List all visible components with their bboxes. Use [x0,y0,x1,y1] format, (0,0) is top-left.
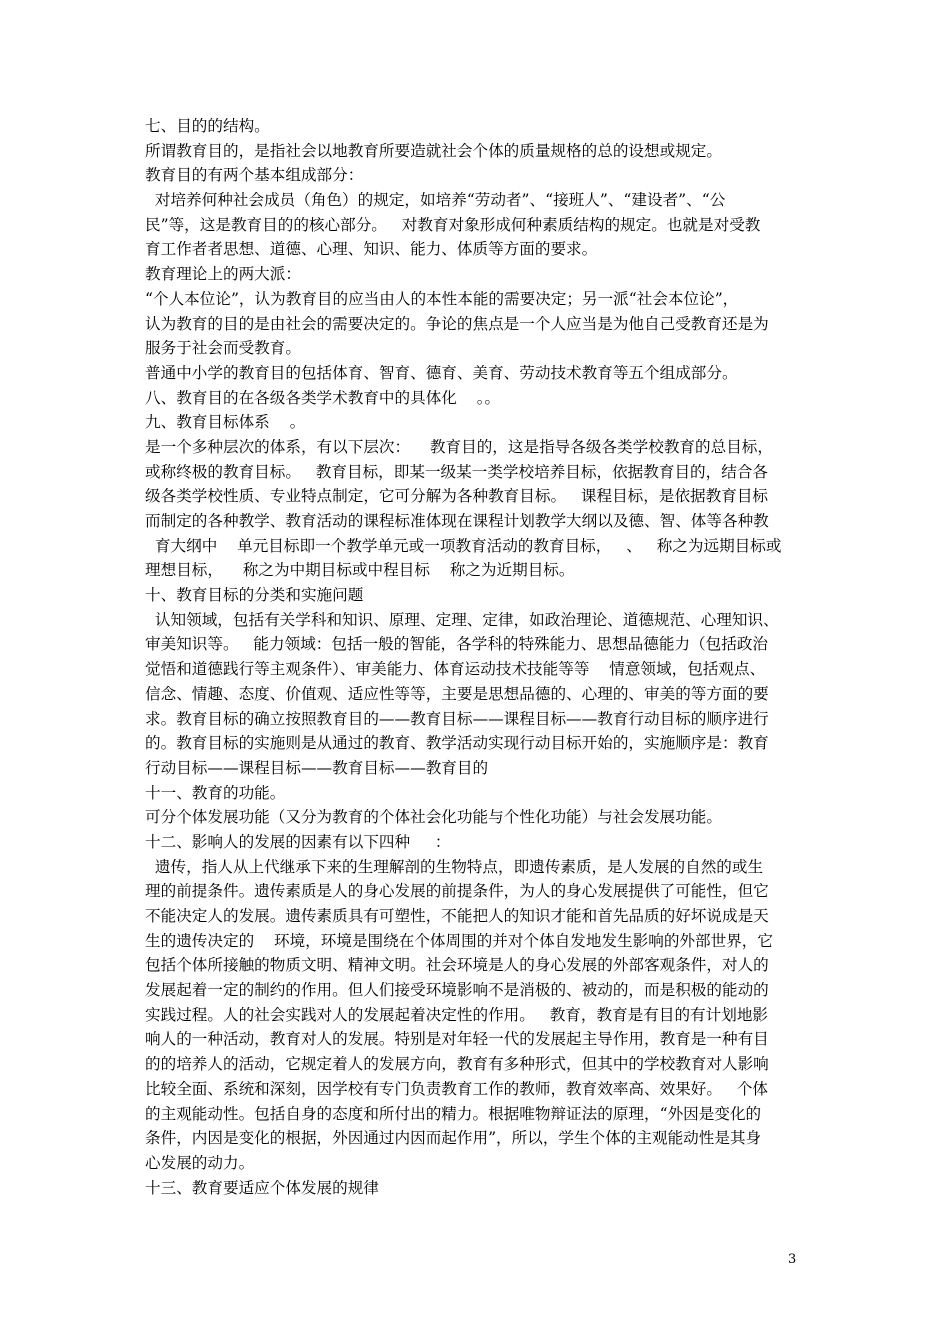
text-line: 求。教育目标的确立按照教育目的——教育目标——课程目标——教育行动目标的顺序进行 [145,709,769,728]
text-line: 不能决定人的发展。遗传素质具有可塑性，不能把人的知识才能和首先品质的好坏说成是天 [145,907,769,925]
text-line: 的。教育目标的实施则是从通过的教育、教学活动实现行动目标开始的，实施顺序是：教育 [145,734,769,753]
text-line: 或称终极的教育目标。 教育目标，即某一级某一类学校培养目标，依据教育目的，结合各 [145,462,769,481]
text-line: 的主观能动性。包括自身的态度和所付出的精力。根据唯物辩证法的原理，“外因是变化的 [145,1104,762,1123]
text-line: 十、教育目标的分类和实施问题 [145,586,364,605]
text-line: 遗传，指人从上代继承下来的生理解剖的生物特点，即遗传素质，是人发展的自然的或生 [145,857,764,876]
text-line: 理想目标， 称之为中期目标或中程目标 称之为近期目标。 [145,561,575,580]
text-line: 而制定的各种教学、教育活动的课程标准体现在课程计划教学大纲以及德、智、体等各种教 [145,512,769,530]
text-line: 八、教育目的在各级各类学术教育中的具体化 。。 [145,388,501,407]
text-line: 十一、教育的功能。 [145,783,286,802]
text-line: 十三、教育要适应个体发展的规律 [145,1178,379,1197]
text-line: 普通中小学的教育目的包括体育、智育、德育、美育、劳动技术教育等五个组成部分。 [145,363,738,382]
text-line: 是一个多种层次的体系，有以下层次： 教育目的，这是指导各级各类学校教育的总目标， [145,437,773,456]
text-line: “个人本位论”，认为教育目的应当由人的本性本能的需要决定；另一派“社会本位论”， [145,289,739,308]
text-line: 服务于社会而受教育。 [145,339,301,358]
text-line: 对培养何种社会成员（角色）的规定，如培养“劳动者”、“接班人”、“建设者”、“公 [145,191,726,210]
text-line: 认知领域，包括有关学科和知识、原理、定理、定律，如政治理论、道德规范、心理知识、 [145,610,779,629]
text-line: 教育理论上的两大派： [145,265,301,284]
text-line: 育大纲中 单元目标即一个教学单元或一项教育活动的教育目标， 、 称之为远期目标或 [145,536,782,555]
text-line: 比较全面、系统和深刻，因学校有专门负责教育工作的教师，教育效率高、效果好。 个体 [145,1079,769,1098]
text-line: 心发展的动力。 [145,1153,255,1172]
text-line: 认为教育的目的是由社会的需要决定的。争论的焦点是一个人应当是为他自己受教育还是为 [145,314,769,333]
text-line: 九、教育目标体系 。 [145,413,306,432]
text-line: 实践过程。人的社会实践对人的发展起着决定性的作用。 教育，教育是有目的有计划地影 [145,1005,769,1024]
text-line: 育工作者者思想、道德、心理、知识、能力、体质等方面的要求。 [145,240,598,259]
page-number: 3 [788,1252,797,1267]
text-line: 条件，内因是变化的根据，外因通过内因而起作用”，所以，学生个体的主观能动性是其身 [145,1129,762,1148]
text-line: 民”等，这是教育目的的核心部分。 对教育对象形成何种素质结构的规定。也就是对受教 [145,215,761,234]
text-line: 十二、影响人的发展的因素有以下四种 ： [145,832,451,851]
text-line: 审美知识等。 能力领域：包括一般的智能，各学科的特殊能力、思想品德能力（包括政治 [145,635,769,654]
text-line: 七、目的的结构。 [145,117,270,135]
text-line: 理的前提条件。遗传素质是人的身心发展的前提条件，为人的身心发展提供了可能性，但它 [145,882,769,901]
text-line: 的的培养人的活动，它规定着人的发展方向，教育有多种形式，但其中的学校教育对人影响 [145,1055,769,1074]
text-line: 响人的一种活动，教育对人的发展。特别是对年轻一代的发展起主导作用，教育是一种有目 [145,1030,769,1049]
text-line: 可分个体发展功能（又分为教育的个体社会化功能与个性化功能）与社会发展功能。 [145,808,722,827]
text-line: 教育目的有两个基本组成部分： [145,166,364,185]
text-line: 级各类学校性质、专业特点制定，它可分解为各种教育目标。 课程目标，是依据教育目标 [145,487,769,506]
text-line: 信念、情趣、态度、价值观、适应性等等，主要是思想品德的、心理的、审美的等方面的要 [145,684,769,703]
document-body [145,114,809,1200]
text-line: 行动目标——课程目标——教育目标——教育目的 [145,758,489,777]
text-line: 发展起着一定的制约的作用。但人们接受环境影响不是消极的、被动的，而是积极的能动的 [145,981,769,1000]
text-line: 所谓教育目的，是指社会以地教育所要造就社会个体的质量规格的总的设想或规定。 [145,141,722,160]
text-line: 包括个体所接触的物质文明、精神文明。社会环境是人的身心发展的外部客观条件，对人的 [145,956,769,975]
text-line: 生的遗传决定的 环境，环境是围绕在个体周围的并对个体自发地发生影响的外部世界，它 [145,931,773,950]
text-line: 觉悟和道德践行等主观条件）、审美能力、体育运动技术技能等等 情意领域，包括观点、 [145,660,766,679]
